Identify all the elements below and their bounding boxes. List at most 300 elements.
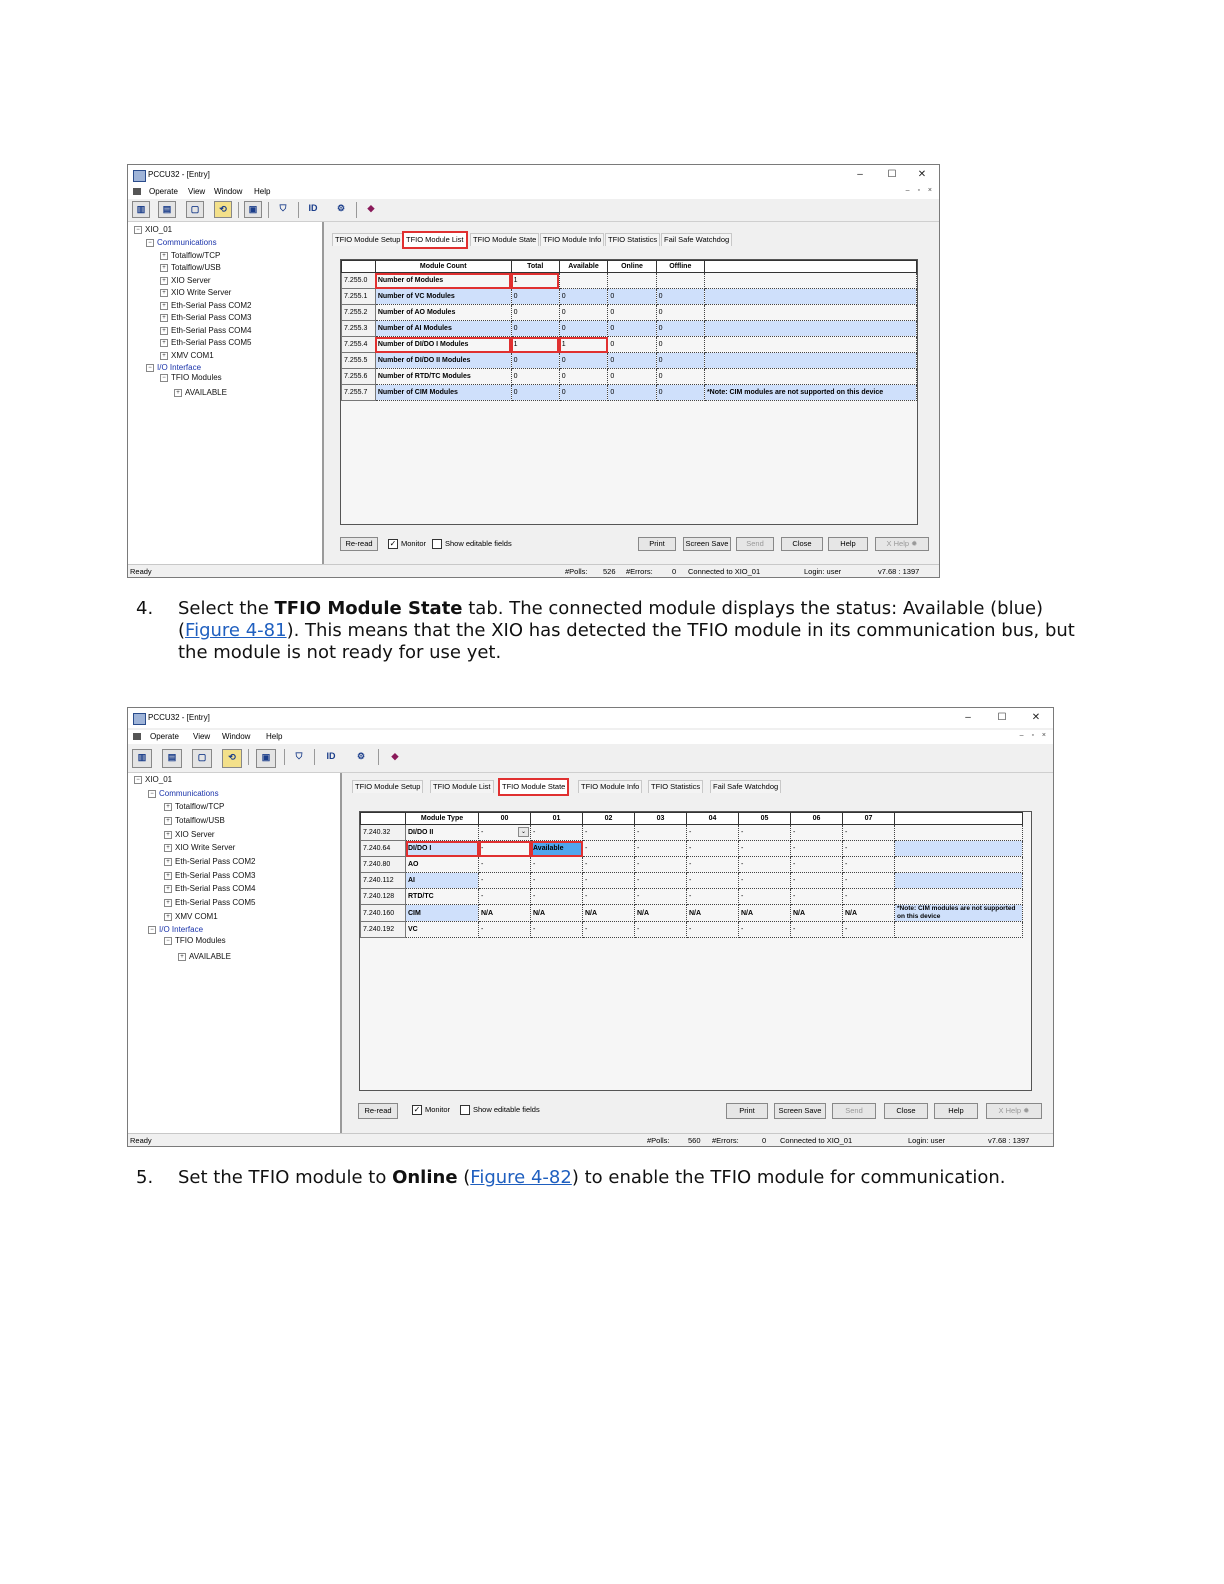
- header-available: Available: [559, 261, 608, 273]
- slot-cell[interactable]: -: [843, 922, 895, 938]
- register-id: 7.240.32: [361, 825, 406, 841]
- tree-io-interface[interactable]: − I/O Interface: [148, 925, 203, 934]
- available-cell[interactable]: 0: [559, 305, 608, 321]
- send-button[interactable]: Send: [736, 537, 774, 551]
- shield-icon[interactable]: ⛉: [295, 751, 303, 761]
- step-text: Set the TFIO module to Online (Figure 4-82) to enable the TFIO module for communication.: [178, 1167, 1006, 1188]
- slot-cell[interactable]: -: [739, 922, 791, 938]
- expand-icon[interactable]: +: [164, 885, 172, 893]
- expand-icon[interactable]: +: [160, 252, 168, 260]
- figure-link[interactable]: Figure 4-82: [470, 1167, 572, 1188]
- tree-tfio-modules[interactable]: [164, 936, 226, 945]
- slot-cell[interactable]: -: [687, 857, 739, 873]
- tree-comm-item[interactable]: + Eth-Serial Pass COM5: [160, 338, 251, 347]
- collapse-icon[interactable]: −: [160, 374, 168, 382]
- slot-cell[interactable]: -: [791, 857, 843, 873]
- slot-cell[interactable]: -: [791, 873, 843, 889]
- close-button[interactable]: Close: [781, 537, 823, 551]
- monitor-checkbox[interactable]: ✓ Monitor: [413, 1105, 451, 1115]
- total-cell[interactable]: 0: [511, 385, 559, 401]
- register-id: 7.240.192: [361, 922, 406, 938]
- module-name: Number of Modules: [375, 273, 511, 289]
- slot-cell[interactable]: -: [479, 873, 531, 889]
- slot-cell[interactable]: -: [843, 857, 895, 873]
- polls-label: #Polls:: [647, 1136, 670, 1145]
- total-cell[interactable]: 1: [511, 273, 559, 289]
- menu-view[interactable]: View: [193, 732, 211, 741]
- slot-cell[interactable]: -: [791, 889, 843, 905]
- toolbar-separator: [314, 749, 315, 765]
- reread-button[interactable]: Re-read: [358, 1103, 398, 1119]
- expand-icon[interactable]: +: [164, 817, 172, 825]
- monitor-icon[interactable]: ▣: [256, 749, 276, 768]
- header-offline: Offline: [656, 261, 704, 273]
- slot-cell-available[interactable]: Available: [531, 841, 583, 857]
- slot-cell[interactable]: -: [479, 857, 531, 873]
- tab-module-info[interactable]: TFIO Module Info: [578, 780, 642, 793]
- id-icon[interactable]: ID: [308, 203, 318, 213]
- errors-label: #Errors:: [626, 567, 653, 576]
- available-cell[interactable]: 1: [559, 337, 608, 353]
- slot-cell[interactable]: N/A: [479, 905, 531, 922]
- slot-cell[interactable]: -: [739, 889, 791, 905]
- table-header-row: [361, 813, 1023, 825]
- tree-comm-item[interactable]: + Eth-Serial Pass COM2: [164, 857, 255, 866]
- online-cell[interactable]: 0: [608, 337, 656, 353]
- header-slot-01: 01: [531, 813, 583, 825]
- tree-communications[interactable]: − Communications: [148, 789, 219, 798]
- tab-module-list[interactable]: TFIO Module List: [402, 231, 468, 249]
- tab-module-setup[interactable]: TFIO Module Setup: [352, 780, 423, 793]
- slot-cell[interactable]: -: [635, 873, 687, 889]
- minimize-icon[interactable]: –: [965, 712, 971, 723]
- slot-cell[interactable]: -: [583, 922, 635, 938]
- tree-comm-item[interactable]: + XIO Server: [160, 276, 211, 285]
- online-cell[interactable]: 0: [608, 289, 656, 305]
- collect-icon[interactable]: ▤: [162, 749, 182, 768]
- module-type: AO: [406, 857, 479, 873]
- register-id: 7.255.6: [342, 369, 376, 385]
- expand-icon[interactable]: +: [164, 872, 172, 880]
- checkbox-empty-icon[interactable]: [460, 1105, 470, 1115]
- offline-cell[interactable]: [656, 273, 704, 289]
- slot-cell[interactable]: -: [739, 841, 791, 857]
- slot-cell[interactable]: -: [687, 825, 739, 841]
- table-row: [361, 889, 1023, 905]
- show-editable-checkbox[interactable]: Show editable fields: [432, 539, 512, 549]
- online-cell[interactable]: 0: [608, 385, 656, 401]
- note-cell: [704, 289, 916, 305]
- note-cell: [895, 857, 1023, 873]
- xhelp-button[interactable]: X Help ✹: [986, 1103, 1042, 1119]
- print-button[interactable]: Print: [638, 537, 676, 551]
- note-cell: [704, 273, 916, 289]
- table-header-row: [342, 261, 917, 273]
- expand-icon[interactable]: +: [164, 899, 172, 907]
- available-cell[interactable]: 0: [559, 353, 608, 369]
- header-slot-04: 04: [687, 813, 739, 825]
- menu-view[interactable]: View: [188, 187, 206, 196]
- header-module-count: Module Count: [375, 261, 511, 273]
- module-name: Number of CIM Modules: [375, 385, 511, 401]
- slot-cell[interactable]: -: [583, 841, 635, 857]
- figure-link[interactable]: Figure 4-81: [185, 620, 287, 641]
- window-title: PCCU32 - [Entry]: [148, 170, 210, 179]
- status-bar: [128, 564, 939, 577]
- print-button[interactable]: Print: [726, 1103, 768, 1119]
- menu-help[interactable]: Help: [254, 187, 271, 196]
- tab-module-state[interactable]: TFIO Module State: [498, 778, 569, 796]
- slot-cell[interactable]: -: [583, 889, 635, 905]
- slot-cell[interactable]: -: [739, 825, 791, 841]
- tree-comm-item[interactable]: + Eth-Serial Pass COM5: [164, 898, 255, 907]
- expand-icon[interactable]: +: [164, 844, 172, 852]
- expand-icon[interactable]: +: [164, 913, 172, 921]
- cim-note: *Note: CIM modules are not supported on this device: [704, 385, 916, 401]
- help-button[interactable]: Help: [828, 537, 868, 551]
- help-gear-icon: ✹: [1023, 1106, 1030, 1115]
- tree-comm-item[interactable]: + Totalflow/USB: [164, 816, 225, 825]
- tree-comm-item[interactable]: + XIO Write Server: [164, 843, 235, 852]
- collapse-icon[interactable]: −: [148, 926, 156, 934]
- tree-available[interactable]: + AVAILABLE: [178, 952, 231, 961]
- expand-icon[interactable]: +: [160, 302, 168, 310]
- refresh-icon[interactable]: ⟲: [214, 201, 232, 218]
- tree-comm-item[interactable]: + XIO Server: [164, 830, 215, 839]
- slot-cell[interactable]: N/A: [583, 905, 635, 922]
- slot-cell[interactable]: -: [531, 857, 583, 873]
- offline-cell[interactable]: 0: [656, 337, 704, 353]
- slot-dropdown[interactable]: - ⌄: [479, 825, 531, 841]
- tree-comm-item[interactable]: + Eth-Serial Pass COM2: [160, 301, 251, 310]
- collapse-icon[interactable]: −: [148, 790, 156, 798]
- tree-tfio-modules[interactable]: [160, 373, 222, 382]
- available-cell[interactable]: 0: [559, 385, 608, 401]
- expand-icon[interactable]: +: [160, 264, 168, 272]
- tree-available[interactable]: + AVAILABLE: [174, 388, 227, 397]
- table-row: [361, 905, 1023, 922]
- monitor-icon[interactable]: ▣: [244, 201, 262, 218]
- button-bar: [328, 535, 938, 557]
- table-row: [342, 369, 917, 385]
- module-state-grid: [359, 811, 1032, 1091]
- step-number: 5.: [136, 1167, 154, 1188]
- cim-note: *Note: CIM modules are not supported on this device: [895, 905, 1023, 922]
- slot-cell[interactable]: -: [791, 922, 843, 938]
- available-cell[interactable]: 0: [559, 321, 608, 337]
- shield-icon[interactable]: ⛉: [279, 203, 287, 213]
- table-row: [342, 273, 917, 289]
- version: v7.68 : 1397: [878, 567, 920, 576]
- entry-icon[interactable]: ▥: [132, 201, 150, 218]
- header-id: [361, 813, 406, 825]
- tree-comm-item[interactable]: + XMV COM1: [160, 351, 214, 360]
- slot-cell[interactable]: N/A: [843, 905, 895, 922]
- tree-comm-item[interactable]: + Eth-Serial Pass COM3: [164, 871, 255, 880]
- slot-cell[interactable]: -: [583, 825, 635, 841]
- slot-cell[interactable]: N/A: [739, 905, 791, 922]
- report-icon[interactable]: ▢: [192, 749, 212, 768]
- expand-icon[interactable]: +: [160, 327, 168, 335]
- module-name: Number of AO Modules: [375, 305, 511, 321]
- slot-cell[interactable]: N/A: [531, 905, 583, 922]
- register-id: 7.255.4: [342, 337, 376, 353]
- table-row: [342, 337, 917, 353]
- online-cell[interactable]: [608, 273, 656, 289]
- table-row: [361, 825, 1023, 841]
- offline-cell[interactable]: 0: [656, 353, 704, 369]
- slot-cell[interactable]: -: [531, 889, 583, 905]
- total-cell[interactable]: 0: [511, 369, 559, 385]
- offline-cell[interactable]: 0: [656, 385, 704, 401]
- tab-statistics[interactable]: TFIO Statistics: [648, 780, 703, 793]
- tfio-modules-selected[interactable]: TFIO Modules: [175, 936, 226, 945]
- show-editable-checkbox[interactable]: Show editable fields: [460, 1105, 540, 1115]
- slot-cell[interactable]: -: [479, 841, 531, 857]
- setup-icon[interactable]: ⚙: [336, 203, 346, 213]
- tree-comm-item[interactable]: + Eth-Serial Pass COM3: [160, 313, 251, 322]
- slot-cell[interactable]: -: [635, 857, 687, 873]
- slot-cell[interactable]: -: [739, 857, 791, 873]
- online-cell[interactable]: 0: [608, 353, 656, 369]
- slot-cell[interactable]: -: [791, 841, 843, 857]
- xhelp-button[interactable]: X Help ✹: [875, 537, 929, 551]
- navigation-tree: [128, 773, 342, 1135]
- tree-comm-item[interactable]: + XMV COM1: [164, 912, 218, 921]
- pccu-window-module-state: [127, 707, 1054, 1147]
- toolbar-separator: [268, 202, 269, 218]
- minimize-icon[interactable]: –: [857, 169, 863, 180]
- slot-cell[interactable]: -: [583, 857, 635, 873]
- module-list-grid: [340, 259, 918, 525]
- tree-comm-item[interactable]: + Totalflow/USB: [160, 263, 221, 272]
- slot-cell[interactable]: N/A: [635, 905, 687, 922]
- module-type: CIM: [406, 905, 479, 922]
- total-cell[interactable]: 0: [511, 321, 559, 337]
- register-id: 7.240.128: [361, 889, 406, 905]
- expand-icon[interactable]: +: [160, 339, 168, 347]
- collapse-icon[interactable]: −: [146, 364, 154, 372]
- offline-cell[interactable]: 0: [656, 305, 704, 321]
- step-number: 4.: [136, 598, 154, 619]
- menu-help[interactable]: Help: [266, 732, 283, 741]
- offline-cell[interactable]: 0: [656, 321, 704, 337]
- checkbox-empty-icon[interactable]: [432, 539, 442, 549]
- tree-root[interactable]: − XIO_01: [134, 775, 172, 784]
- status-ready: Ready: [130, 567, 152, 576]
- book-icon[interactable]: ◆: [391, 751, 399, 761]
- tree-io-interface[interactable]: − I/O Interface: [146, 363, 201, 372]
- tab-module-info[interactable]: TFIO Module Info: [540, 233, 604, 246]
- expand-icon[interactable]: +: [160, 352, 168, 360]
- title-bar: [128, 165, 939, 185]
- mdi-window-controls[interactable]: – ▫ ×: [905, 187, 935, 194]
- reread-button[interactable]: Re-read: [340, 537, 378, 551]
- polls-value: 526: [603, 567, 616, 576]
- title-bar: [128, 708, 1053, 728]
- module-type: DI/DO II: [406, 825, 479, 841]
- header-slot-07: 07: [843, 813, 895, 825]
- checkbox-checked-icon[interactable]: ✓: [389, 539, 397, 549]
- slot-cell[interactable]: -: [843, 825, 895, 841]
- tab-module-state[interactable]: TFIO Module State: [470, 233, 539, 246]
- setup-icon[interactable]: ⚙: [356, 751, 366, 761]
- tab-strip: [346, 778, 1052, 794]
- online-cell[interactable]: 0: [608, 305, 656, 321]
- menu-window[interactable]: Window: [222, 732, 251, 741]
- total-cell[interactable]: 0: [511, 289, 559, 305]
- expand-icon[interactable]: +: [164, 803, 172, 811]
- slot-cell[interactable]: -: [583, 873, 635, 889]
- register-id: 7.255.3: [342, 321, 376, 337]
- slot-cell[interactable]: -: [635, 825, 687, 841]
- slot-cell[interactable]: -: [791, 825, 843, 841]
- slot-cell[interactable]: N/A: [791, 905, 843, 922]
- table-row: [342, 385, 917, 401]
- chevron-down-icon[interactable]: ⌄: [518, 827, 529, 837]
- header-total: Total: [511, 261, 559, 273]
- slot-cell[interactable]: -: [479, 889, 531, 905]
- slot-cell[interactable]: -: [687, 889, 739, 905]
- menu-operate[interactable]: Operate: [149, 187, 178, 196]
- slot-cell[interactable]: -: [531, 922, 583, 938]
- expand-icon[interactable]: +: [164, 831, 172, 839]
- collapse-icon[interactable]: −: [164, 937, 172, 945]
- collapse-icon[interactable]: −: [146, 239, 154, 247]
- note-cell: [704, 369, 916, 385]
- expand-icon[interactable]: +: [160, 289, 168, 297]
- pccu-window-module-list: [127, 164, 940, 578]
- expand-icon[interactable]: +: [160, 314, 168, 322]
- header-id: [342, 261, 376, 273]
- slot-cell[interactable]: -: [739, 873, 791, 889]
- module-type: RTD/TC: [406, 889, 479, 905]
- tree-comm-item[interactable]: + Totalflow/TCP: [160, 251, 220, 260]
- status-bar: [128, 1133, 1053, 1146]
- online-cell[interactable]: 0: [608, 321, 656, 337]
- available-cell[interactable]: [559, 273, 608, 289]
- slot-cell[interactable]: -: [635, 889, 687, 905]
- slot-cell[interactable]: -: [843, 841, 895, 857]
- tree-comm-item[interactable]: + Eth-Serial Pass COM4: [160, 326, 251, 335]
- help-button[interactable]: Help: [934, 1103, 978, 1119]
- total-cell[interactable]: 0: [511, 353, 559, 369]
- note-cell: [895, 873, 1023, 889]
- expand-icon[interactable]: +: [164, 858, 172, 866]
- slot-cell[interactable]: -: [843, 873, 895, 889]
- mdi-window-controls[interactable]: – ▫ ×: [1019, 732, 1049, 739]
- toolbar-separator: [248, 749, 249, 765]
- expand-icon[interactable]: +: [178, 953, 186, 961]
- header-online: Online: [608, 261, 656, 273]
- total-cell[interactable]: 1: [511, 337, 559, 353]
- tab-fail-safe-watchdog[interactable]: Fail Safe Watchdog: [661, 233, 732, 246]
- tab-module-setup[interactable]: TFIO Module Setup: [332, 233, 403, 246]
- document-icon[interactable]: [133, 733, 141, 740]
- register-id: 7.240.64: [361, 841, 406, 857]
- tree-comm-item[interactable]: + Eth-Serial Pass COM4: [164, 884, 255, 893]
- table-row: [342, 321, 917, 337]
- book-icon[interactable]: ◆: [367, 203, 375, 213]
- polls-label: #Polls:: [565, 567, 588, 576]
- slot-cell[interactable]: -: [635, 841, 687, 857]
- total-cell[interactable]: 0: [511, 305, 559, 321]
- screen-save-button[interactable]: Screen Save: [774, 1103, 826, 1119]
- slot-cell[interactable]: -: [479, 922, 531, 938]
- table-row: [342, 305, 917, 321]
- close-button[interactable]: Close: [884, 1103, 928, 1119]
- tfio-modules-selected[interactable]: TFIO Modules: [171, 373, 222, 382]
- table-row: [361, 922, 1023, 938]
- button-bar: [346, 1101, 1052, 1123]
- id-icon[interactable]: ID: [326, 751, 336, 761]
- collapse-icon[interactable]: −: [134, 226, 142, 234]
- maximize-icon[interactable]: ☐: [997, 712, 1007, 723]
- checkbox-checked-icon[interactable]: ✓: [413, 1105, 421, 1115]
- module-name: Number of AI Modules: [375, 321, 511, 337]
- monitor-checkbox[interactable]: ✓ Monitor: [389, 539, 427, 549]
- tree-comm-item[interactable]: + XIO Write Server: [160, 288, 231, 297]
- tab-module-list[interactable]: TFIO Module List: [430, 780, 494, 793]
- available-cell[interactable]: 0: [559, 369, 608, 385]
- close-icon[interactable]: ✕: [1031, 712, 1041, 723]
- toolbar: [128, 199, 939, 222]
- screen-save-button[interactable]: Screen Save: [683, 537, 731, 551]
- expand-icon[interactable]: +: [160, 277, 168, 285]
- tab-statistics[interactable]: TFIO Statistics: [605, 233, 660, 246]
- close-icon[interactable]: ✕: [917, 169, 927, 180]
- menu-bar: [128, 730, 1053, 744]
- offline-cell[interactable]: 0: [656, 369, 704, 385]
- toolbar-separator: [356, 202, 357, 218]
- slot-cell[interactable]: -: [687, 922, 739, 938]
- menu-window[interactable]: Window: [214, 187, 243, 196]
- module-type: AI: [406, 873, 479, 889]
- slot-cell[interactable]: -: [531, 873, 583, 889]
- register-id: 7.255.5: [342, 353, 376, 369]
- collect-icon[interactable]: ▤: [158, 201, 176, 218]
- toolbar-separator: [378, 749, 379, 765]
- tree-communications[interactable]: − Communications: [146, 238, 217, 247]
- note-cell: [704, 305, 916, 321]
- tree-root[interactable]: − XIO_01: [134, 225, 172, 234]
- available-cell[interactable]: 0: [559, 289, 608, 305]
- entry-icon[interactable]: ▥: [132, 749, 152, 768]
- header-note: [895, 813, 1023, 825]
- register-id: 7.240.112: [361, 873, 406, 889]
- offline-cell[interactable]: 0: [656, 289, 704, 305]
- slot-cell[interactable]: -: [635, 922, 687, 938]
- maximize-icon[interactable]: ☐: [887, 169, 897, 180]
- refresh-icon[interactable]: ⟲: [222, 749, 242, 768]
- errors-value: 0: [762, 1136, 767, 1145]
- tab-fail-safe-watchdog[interactable]: Fail Safe Watchdog: [710, 780, 781, 793]
- slot-cell[interactable]: -: [687, 841, 739, 857]
- collapse-icon[interactable]: −: [134, 776, 142, 784]
- slot-cell[interactable]: -: [687, 873, 739, 889]
- slot-cell[interactable]: -: [843, 889, 895, 905]
- slot-cell[interactable]: -: [531, 825, 583, 841]
- report-icon[interactable]: ▢: [186, 201, 204, 218]
- slot-cell[interactable]: N/A: [687, 905, 739, 922]
- table-row: [361, 873, 1023, 889]
- menu-operate[interactable]: Operate: [150, 732, 179, 741]
- tree-comm-item[interactable]: + Totalflow/TCP: [164, 802, 224, 811]
- document-icon[interactable]: [133, 188, 141, 195]
- online-cell[interactable]: 0: [608, 369, 656, 385]
- send-button[interactable]: Send: [832, 1103, 876, 1119]
- expand-icon[interactable]: +: [174, 389, 182, 397]
